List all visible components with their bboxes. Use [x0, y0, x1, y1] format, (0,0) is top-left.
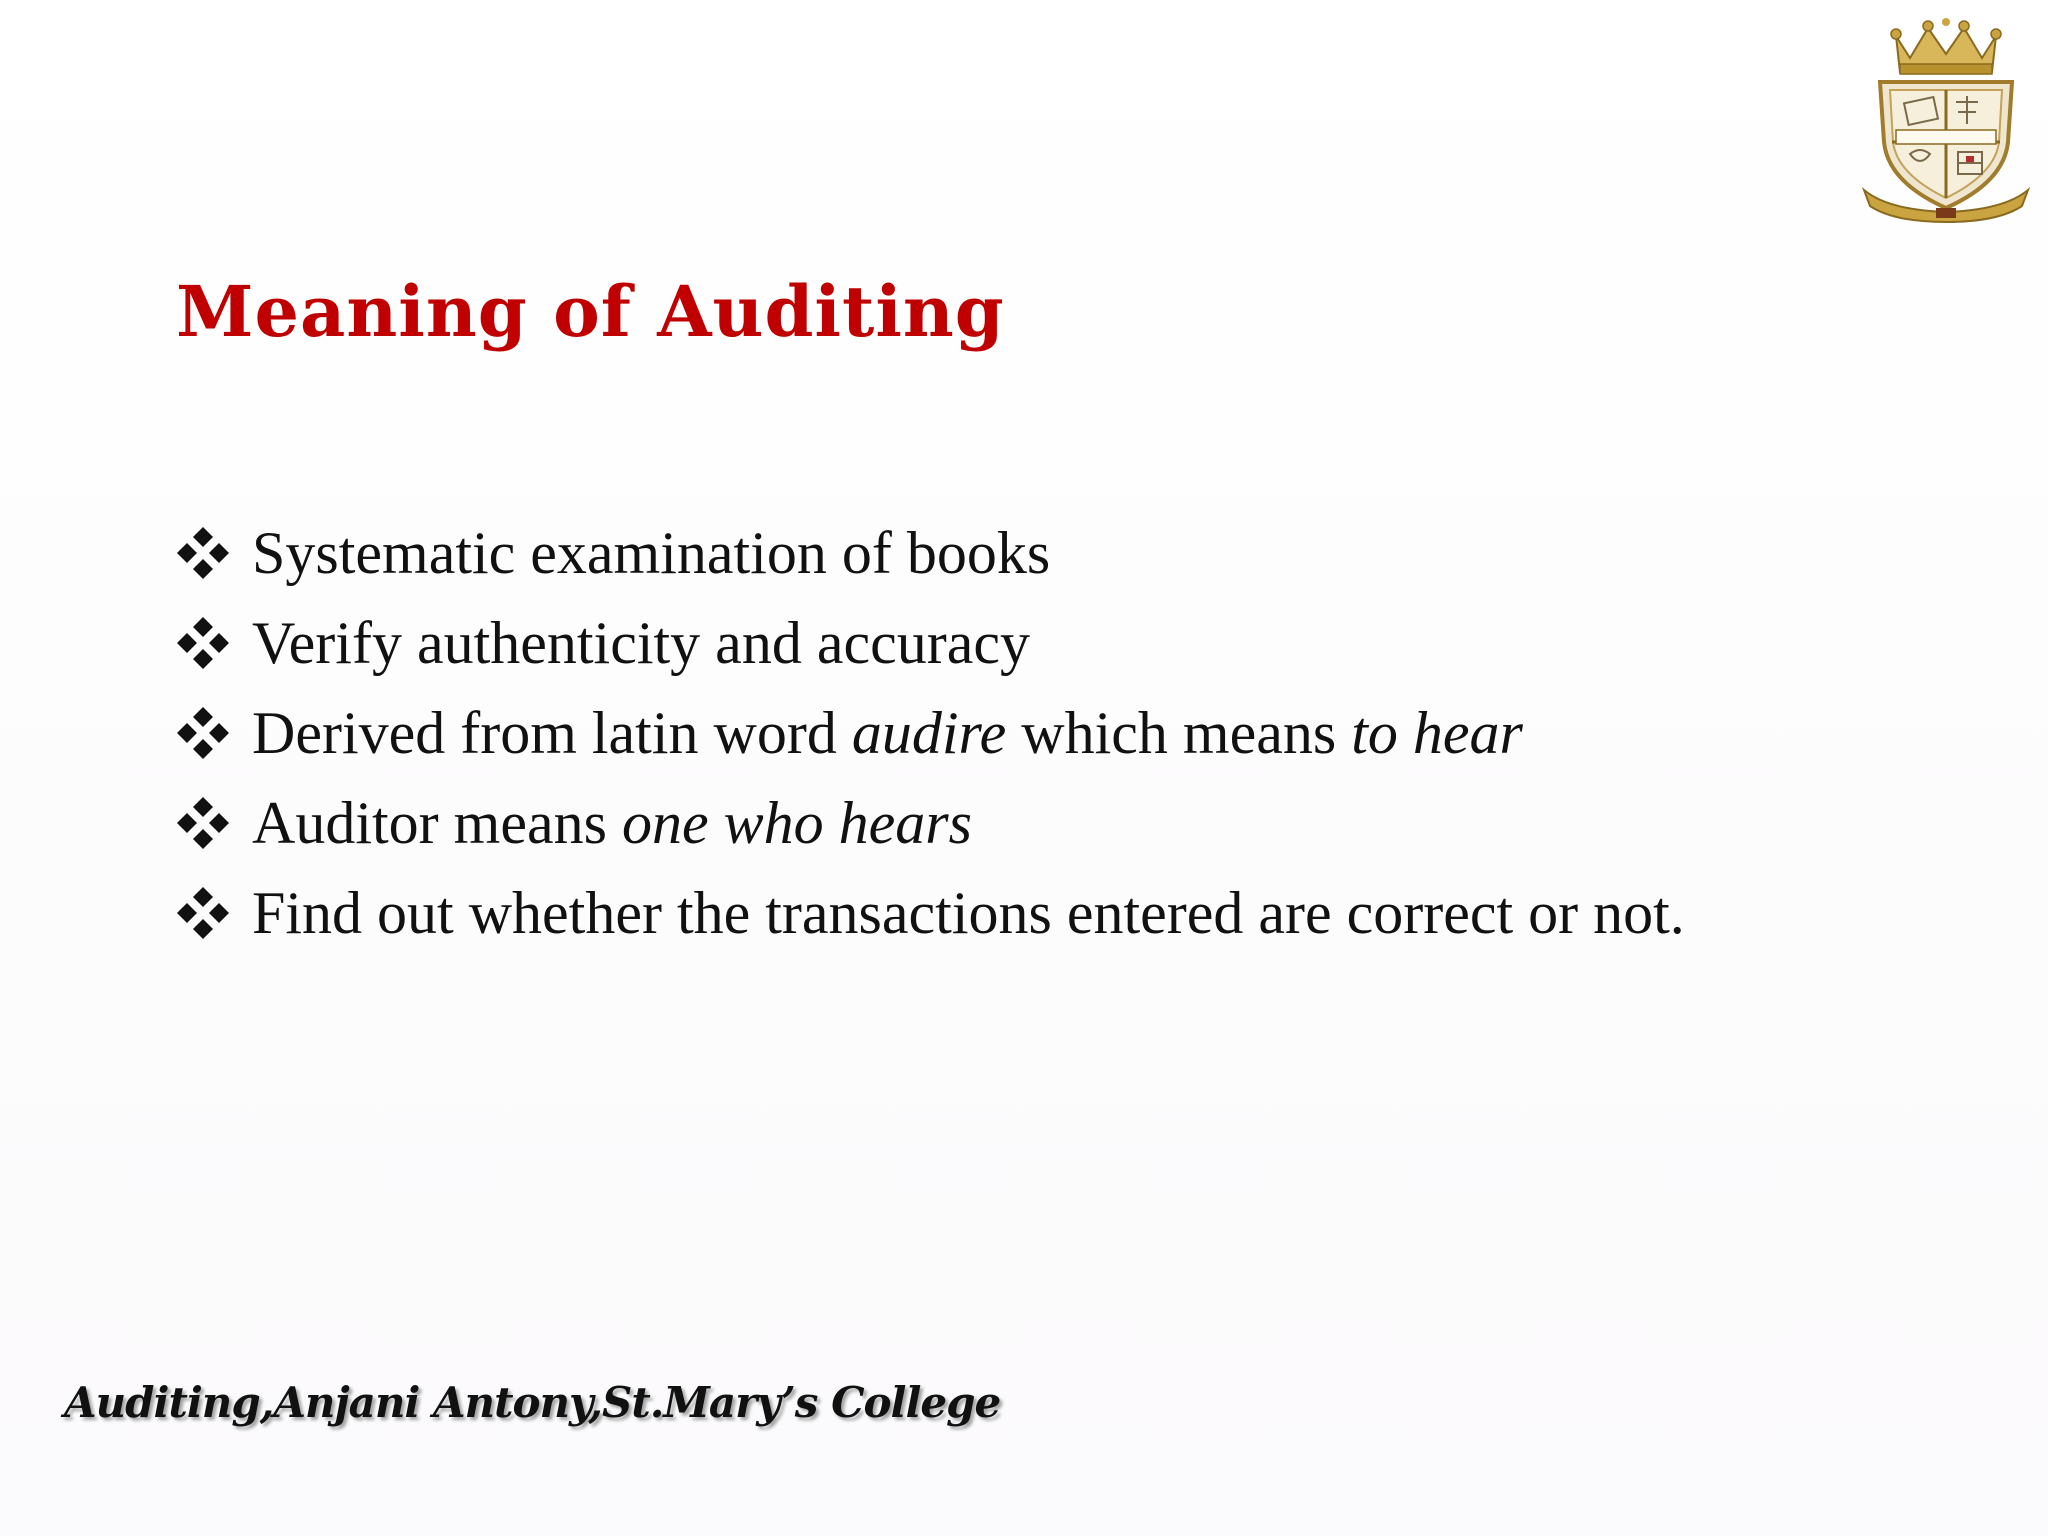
four-diamond-bullet-icon	[176, 526, 230, 580]
bullet-item	[176, 868, 1685, 958]
shield-icon	[1880, 82, 2012, 208]
bullet-text	[252, 519, 1050, 588]
bullet-segment: Systematic examination of books	[252, 519, 1051, 586]
bullet-segment: Auditor means	[252, 789, 622, 856]
bullet-emphasis: to hear	[1351, 699, 1523, 766]
four-diamond-bullet-icon	[176, 886, 230, 940]
bullet-item	[176, 778, 1685, 868]
footer-credit: Auditing,Anjani Antony,St.Mary’s College	[64, 1378, 1001, 1427]
four-diamond-bullet-icon	[176, 616, 230, 670]
bullet-item	[176, 688, 1685, 778]
four-diamond-bullet-icon	[176, 706, 230, 760]
bullet-text	[252, 789, 972, 858]
bullet-emphasis: audire	[851, 699, 1007, 766]
college-crest-logo	[1858, 14, 2034, 224]
crown-icon	[1891, 18, 2001, 74]
bullet-text	[252, 609, 1030, 678]
bullet-segment: Derived from latin word	[252, 699, 852, 766]
bullet-text	[252, 879, 1685, 948]
bullet-text	[252, 699, 1523, 768]
bullet-emphasis: one who hears	[621, 789, 972, 856]
bullet-item	[176, 598, 1685, 688]
bullet-segment: Verify authenticity and accuracy	[252, 609, 1030, 676]
four-diamond-bullet-icon	[176, 796, 230, 850]
bullet-item	[176, 508, 1685, 598]
bullet-segment: Find out whether the transactions entered are correct or not.	[252, 879, 1685, 946]
bullet-list	[176, 508, 1685, 958]
bullet-segment: which means	[1006, 699, 1352, 766]
slide-title: Meaning of Auditing	[176, 270, 1005, 353]
